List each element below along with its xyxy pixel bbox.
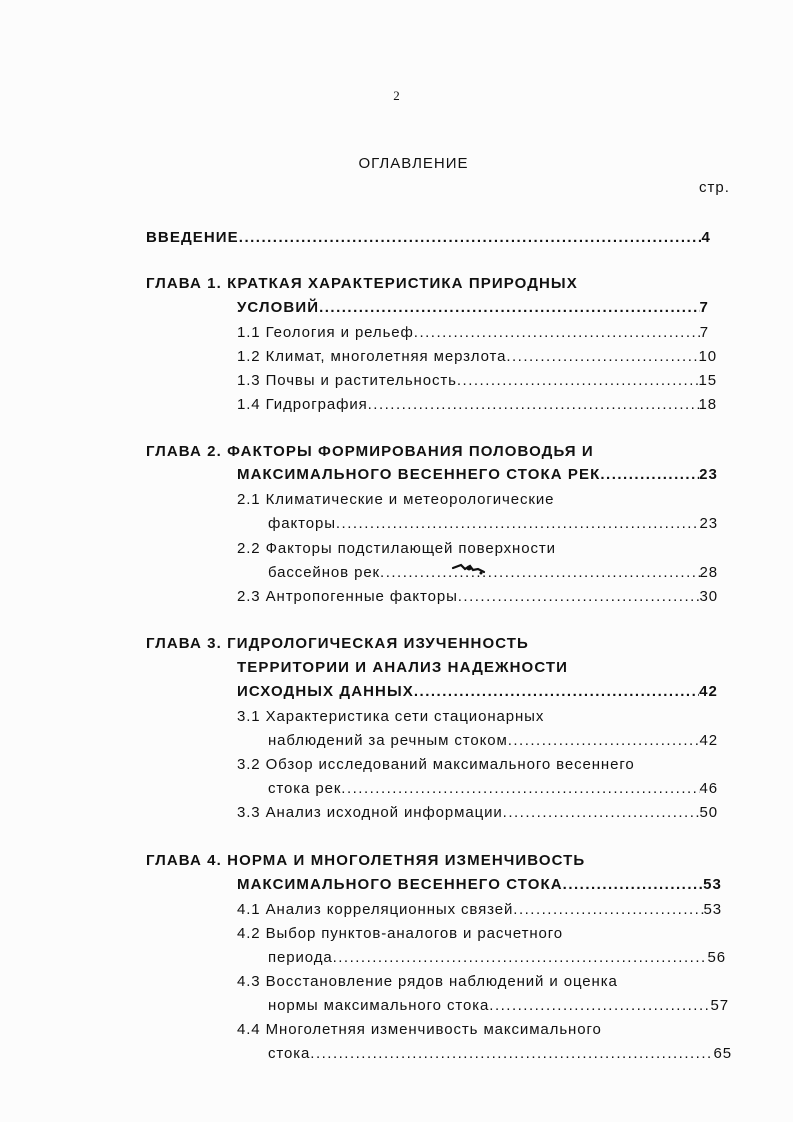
toc-label: МАКСИМАЛЬНОГО ВЕСЕННЕГО СТОКА РЕК <box>237 466 601 483</box>
toc-entry-text: 2.2 Факторы подстилающей поверхности <box>237 540 556 557</box>
ink-smudge <box>451 560 487 578</box>
toc-entry-text: 2.1 Климатические и метеорологические <box>237 491 555 508</box>
toc-label: 1.3 Почвы и растительность <box>237 372 457 389</box>
chapter-heading: ГЛАВА 3. ГИДРОЛОГИЧЕСКАЯ ИЗУЧЕННОСТЬ <box>146 635 529 652</box>
page-column-label: стр. <box>699 179 730 196</box>
toc-label: 2.3 Антропогенные факторы <box>237 588 458 605</box>
toc-entry-text: 4.3 Восстановление рядов наблюдений и оценка <box>237 973 618 990</box>
toc-page: 7 <box>699 324 709 341</box>
toc-label: стока <box>268 1045 311 1062</box>
toc-entry-text: 3.2 Обзор исследований максимального весеннего <box>237 756 635 773</box>
toc-page: 4 <box>701 229 711 246</box>
toc-entry-text: 4.4 Многолетняя изменчивость максимального <box>237 1021 602 1038</box>
chapter-heading: ГЛАВА 2. ФАКТОРЫ ФОРМИРОВАНИЯ ПОЛОВОДЬЯ И <box>146 443 594 460</box>
toc-title: ОГЛАВЛЕНИЕ <box>358 155 469 172</box>
toc-page: 50 <box>699 804 718 821</box>
chapter-heading: ТЕРРИТОРИИ И АНАЛИЗ НАДЕЖНОСТИ <box>237 659 569 676</box>
toc-page: 53 <box>703 876 722 893</box>
toc-label: нормы максимального стока <box>268 997 490 1014</box>
toc-entry-text: 4.2 Выбор пунктов-аналогов и расчетного <box>237 925 564 942</box>
toc-entry-chapter-4[interactable] <box>237 873 722 897</box>
toc-entry[interactable] <box>237 393 717 417</box>
toc-label: ВВЕДЕНИЕ <box>146 229 239 246</box>
toc-page: 10 <box>698 348 717 365</box>
toc-page: 23 <box>699 466 718 483</box>
toc-page: 18 <box>698 396 717 413</box>
toc-entry[interactable] <box>268 946 726 970</box>
toc-entry[interactable] <box>237 321 709 345</box>
toc-label: наблюдений за речным стоком <box>268 732 508 749</box>
toc-page: 57 <box>710 997 729 1014</box>
toc-label: периода <box>268 949 333 966</box>
toc-label: МАКСИМАЛЬНОГО ВЕСЕННЕГО СТОКА <box>237 876 563 893</box>
toc-label: 4.1 Анализ корреляционных связей <box>237 901 514 918</box>
toc-label: стока рек <box>268 780 342 797</box>
toc-label: 3.3 Анализ исходной информации <box>237 804 503 821</box>
toc-entry[interactable] <box>268 994 729 1018</box>
toc-entry[interactable] <box>268 1042 732 1066</box>
toc-entry-chapter-3[interactable] <box>237 680 718 704</box>
toc-page: 30 <box>699 588 718 605</box>
toc-page: 42 <box>699 683 718 700</box>
toc-entry[interactable] <box>268 512 718 536</box>
toc-page: 46 <box>699 780 718 797</box>
toc-page: 23 <box>699 515 718 532</box>
toc-label: 1.4 Гидрография <box>237 396 368 413</box>
toc-entry[interactable] <box>237 369 717 393</box>
toc-entry-chapter-1[interactable] <box>237 296 709 320</box>
toc-label: 1.2 Климат, многолетняя мерзлота <box>237 348 507 365</box>
chapter-heading: ГЛАВА 4. НОРМА И МНОГОЛЕТНЯЯ ИЗМЕНЧИВОСТЬ <box>146 852 586 869</box>
toc-label: УСЛОВИЙ <box>237 299 320 316</box>
toc-entry[interactable] <box>268 561 718 585</box>
toc-page: 65 <box>713 1045 732 1062</box>
toc-page: 7 <box>699 299 709 316</box>
toc-entry[interactable] <box>237 585 718 609</box>
toc-page: 15 <box>698 372 717 389</box>
toc-entry-chapter-2[interactable] <box>237 463 718 487</box>
toc-page: 53 <box>703 901 722 918</box>
toc-label: факторы <box>268 515 336 532</box>
toc-entry[interactable] <box>237 345 717 369</box>
toc-entry[interactable] <box>237 801 718 825</box>
toc-entry-text: 3.1 Характеристика сети стационарных <box>237 708 545 725</box>
toc-entry[interactable] <box>268 777 718 801</box>
toc-label: 1.1 Геология и рельеф <box>237 324 414 341</box>
toc-label: бассейнов рек <box>268 564 381 581</box>
toc-entry[interactable] <box>268 729 718 753</box>
toc-label: ИСХОДНЫХ ДАННЫХ <box>237 683 414 700</box>
toc-page: 28 <box>699 564 718 581</box>
toc-entry-intro[interactable] <box>146 226 711 250</box>
toc-entry[interactable] <box>237 898 722 922</box>
chapter-heading: ГЛАВА 1. КРАТКАЯ ХАРАКТЕРИСТИКА ПРИРОДНЫХ <box>146 275 578 292</box>
page-number: 2 <box>393 88 400 103</box>
toc-page: 56 <box>707 949 726 966</box>
toc-page: 42 <box>699 732 718 749</box>
